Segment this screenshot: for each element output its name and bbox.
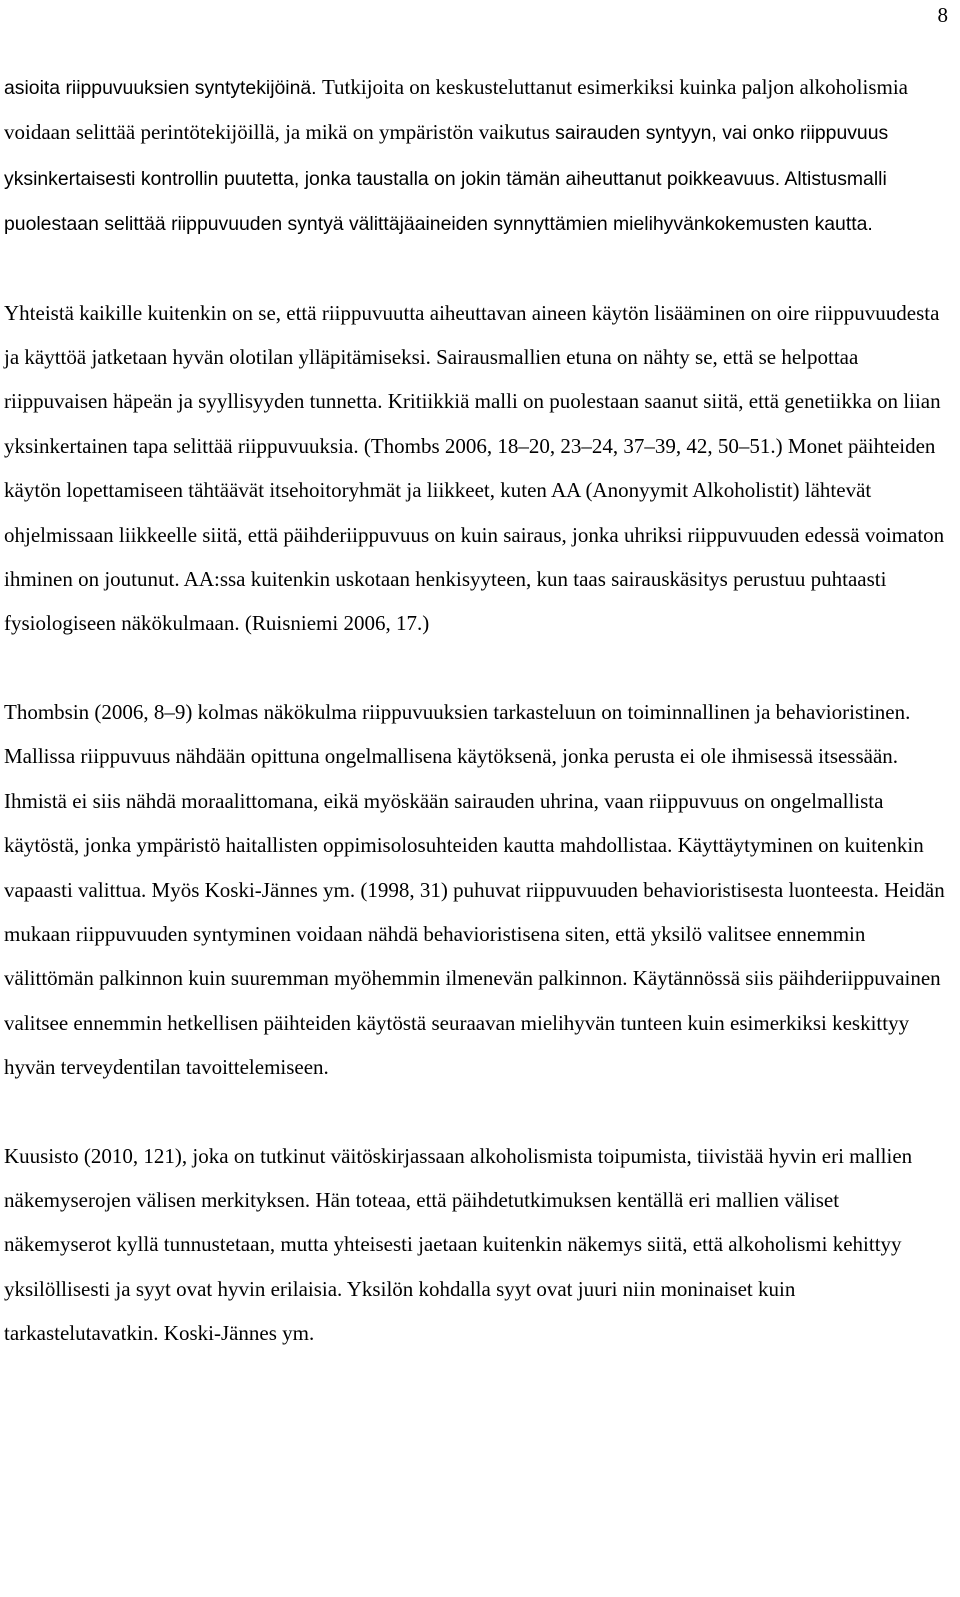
paragraph-text: Yhteistä kaikille kuitenkin on se, että riippuvuutta aiheuttavan aineen käytön lisääminen on oire riippuvuudesta ja käyttöä jatketaan hyvän olotilan ylläpitämiseksi. Sairausmallien etuna on nähty se, että se helpottaa riippuvaisen häpeän ja syyllisyyden tunnetta. Kritiikkiä malli on puolestaan saanut siitä, että genetiikka on liian yksinkertainen tapa selittää riippuvuuksia. (Thombs 2006, 18–20, 23–24, 37–39, 42, 50–51.) Monet päihteiden käytön lopettamiseen tähtäävät itsehoitoryhmät ja liikkeet, kuten AA (Anonyymit Alkoholistit) lähtevät ohjelmissaan liikkeelle siitä, että päihderiippuvuus on kuin sairaus, jonka uhriksi riippuvuuden edessä voimaton ihminen on joutunut. AA:ssa kuitenkin uskotaan henkisyyteen, kun taas sairauskäsitys perustuu puhtaasti fysiologiseen näkökulmaan. (Ruisniemi 2006, 17.) bbox=[4, 300, 945, 636]
document-body bbox=[4, 65, 948, 1400]
paragraph-text: Kuusisto (2010, 121), joka on tutkinut väitöskirjassaan alkoholismista toipumista, tiivistää hyvin eri mallien näkemyserojen välisen merkityksen. Hän toteaa, että päihdetutkimuksen kentällä eri mallien väliset näkemyserot kyllä tunnustetaan, mutta yhteisesti jaetaan kuitenkin näkemys siitä, että alkoholismi kehittyy yksilöllisesti ja syyt ovat hyvin erilaisia. Yksilön kohdalla syyt ovat juuri niin moninaiset kuin tarkastelutavatkin. Koski-Jännes ym. bbox=[4, 1143, 913, 1346]
paragraph-3 bbox=[4, 690, 948, 1090]
paragraph-text: Thombsin (2006, 8–9) kolmas näkökulma riippuvuuksien tarkasteluun on toiminnallinen ja behavioristinen. Mallissa riippuvuus nähdään opittuna ongelmallisena käytöksenä, jonka perusta ei ole ihmisessä itsessään. Ihmistä ei siis nähdä moraalittomana, eikä myöskään sairauden uhrina, vaan riippuvuus on ongelmallista käytöstä, jonka ympäristö haitallisten oppimisolosuhteiden kautta mahdollistaa. Käyttäytyminen on kuitenkin vapaasti valittua. Myös Koski-Jännes ym. (1998, 31) puhuvat riippuvuuden behavioristisesta luonteesta. Heidän mukaan riippuvuuden syntyminen voidaan nähdä behavioristisena siten, että yksilö valitsee ennemmin välittömän palkinnon kuin suuremman myöhemmin ilmenevän palkinnon. Käytännössä siis päihderiippuvainen valitsee ennemmin hetkellisen päihteiden käytöstä seuraavan mielihyvän tunteen kuin esimerkiksi keskittyy hyvän terveydentilan tavoittelemiseen. bbox=[4, 699, 945, 1080]
paragraph-text: Tutkijoita on keskusteluttanut esimerkiksi kuinka paljon alkoholismia voidaan selittää perintötekijöillä, ja mikä on ympäristön vaikutus bbox=[4, 75, 908, 145]
paragraph-text: asioita riippuvuuksien syntytekijöinä. bbox=[4, 77, 322, 99]
page-number: 8 bbox=[937, 3, 948, 27]
paragraph-text: sairauden syntyyn, vai onko riippuvuus yksinkertaisesti kontrollin puutetta, jonka taustalla on jokin tämän aiheuttanut poikkeavuus. Altistusmalli puolestaan selittää riippuvuuden syntyä välittäjäaineiden synnyttämien mielihyvänkokemusten kautta. bbox=[4, 122, 889, 236]
paragraph-4 bbox=[4, 1134, 948, 1356]
paragraph-1 bbox=[4, 65, 948, 247]
paragraph-2 bbox=[4, 291, 948, 646]
